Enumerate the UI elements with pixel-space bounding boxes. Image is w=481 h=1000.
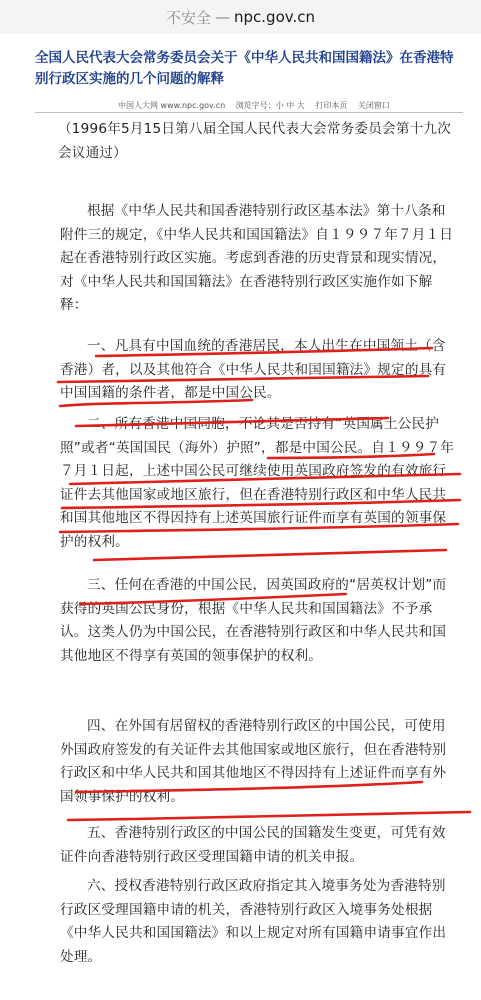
title-divider: [35, 112, 463, 113]
paragraph-article-1: 一、凡具有中国血统的香港居民，本人出生在中国领土（含香港）者，以及其他符合《中华人民共和国国籍法》规定的具有中国国籍的条件者，都是中国公民。: [60, 338, 447, 401]
paragraph-article-6: 六、授权香港特别行政区政府指定其入境事务处为香港特别行政区受理国籍申请的机关，香港特别行政区入境事务处根据《中华人民共和国国籍法》和以上规定对所有国籍申请事宜作出处理。: [60, 878, 447, 965]
domain-text: npc.gov.cn: [234, 8, 315, 26]
adopted-note: （1996年5月15日第八届全国人民代表大会常务委员会第十九次会议通过）: [58, 121, 451, 161]
article-page: [0, 34, 481, 1000]
paragraph-preamble: 根据《中华人民共和国香港特别行政区基本法》第十八条和附件三的规定，《中华人民共和国国籍法》自１９９７年７月１日起在香港特别行政区实施。考虑到香港的历史背景和现实情况，对《中华人民共和国国籍法》在香港特别行政区实施作如下解释：: [60, 203, 454, 313]
insecure-label: 不安全: [166, 8, 212, 27]
browser-address-bar[interactable]: [0, 0, 481, 34]
paragraph-article-3: 三、任何在香港的中国公民，因英国政府的“居英权计划”而获得的英国公民身份，根据《中华人民共和国国籍法》不予承认。这类人仍为中国公民，在香港特别行政区和中华人民共和国其他地区不得享有英国的领事保护的权利。: [60, 577, 447, 664]
paragraph-article-2: 二、所有香港中国同胞，不论其是否持有“英国属土公民护照”或者“英国国民（海外）护照”，都是中国公民。自１９９７年７月１日起，上述中国公民可继续使用英国政府签发的有效旅行证件去其他国家或地区旅行，但在香港特别行政区和中华人民共和国其他地区不得因持有上述英国旅行证件而享有英国的领事保护的权利。: [60, 416, 455, 550]
font-size-control[interactable]: 浏览字号：小 中 大: [235, 101, 305, 110]
address-separator: —: [215, 8, 231, 26]
close-window-link[interactable]: 关闭窗口: [357, 101, 390, 110]
paragraph-article-5: 五、香港特别行政区的中国公民的国籍发生变更，可凭有效证件向香港特别行政区受理国籍申请的机关申报。: [60, 825, 446, 865]
source-label: 中国人大网 www.npc.gov.cn: [118, 101, 226, 110]
article-meta-bar: [118, 100, 478, 111]
print-link[interactable]: 打印本页: [315, 101, 348, 110]
article-title: 全国人民代表大会常务委员会关于《中华人民共和国国籍法》在香港特别行政区实施的几个问题的解释: [35, 50, 454, 87]
underline-stroke: [68, 812, 470, 820]
paragraph-article-4: 四、在外国有居留权的香港特别行政区的中国公民，可使用外国政府签发的有关证件去其他国家或地区旅行，但在香港特别行政区和中华人民共和国其他地区不得因持有上述证件而享有外国领事保护的权利。: [60, 718, 447, 805]
